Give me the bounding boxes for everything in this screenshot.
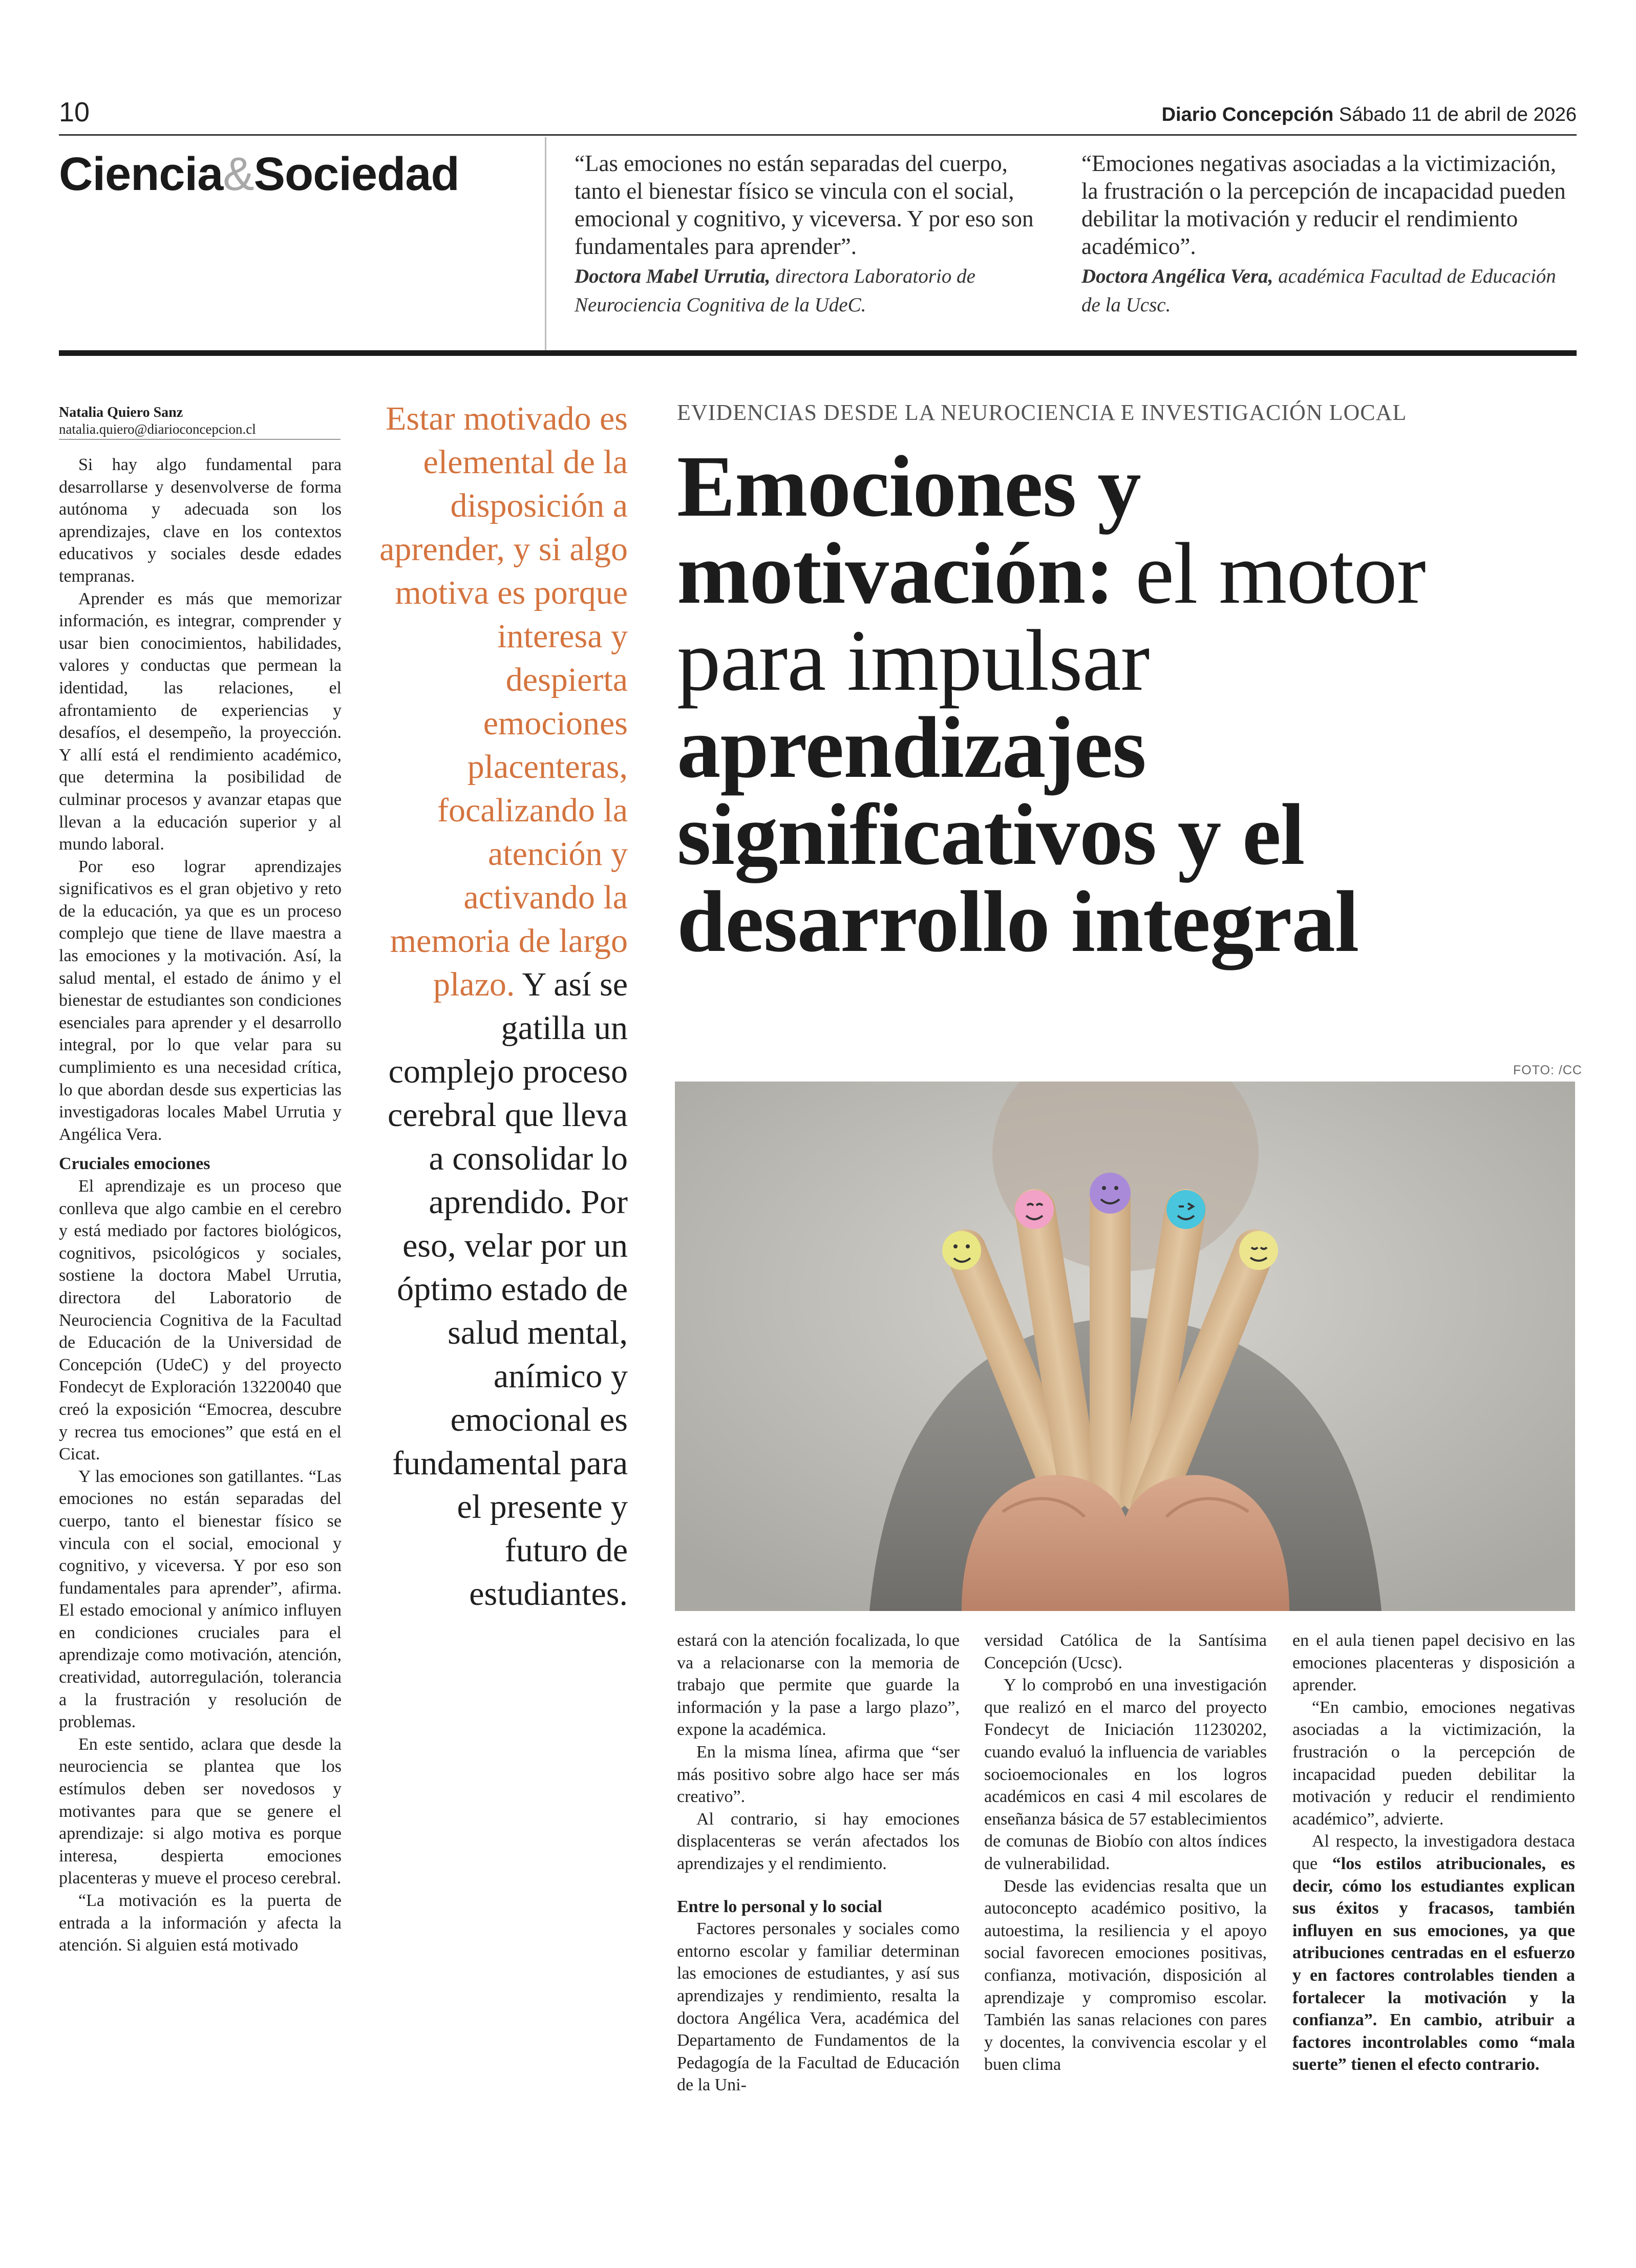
section-title [59, 147, 459, 201]
quote-author-name: Doctora Mabel Urrutia, [575, 265, 771, 287]
body-column-2 [677, 1629, 960, 2096]
paragraph: En este sentido, aclara que desde la neurociencia se plantea que los estímulos deben ser novedosos y motivantes para que se genere el aprendizaje: si algo motiva es porque interesa, despierta emociones placenteras y mueve el proceso cerebral. [59, 1734, 342, 1888]
article-kicker: EVIDENCIAS DESDE LA NEUROCIENCIA E INVESTIGACIÓN LOCAL [677, 400, 1407, 425]
photo-credit: FOTO: /CC [1513, 1063, 1582, 1077]
paragraph: Factores personales y sociales como entorno escolar y familiar determinan las emociones de estudiantes, y así sus aprendizajes y rendimiento, resalta la doctora Angélica Vera, académica del Departamento de Fundamentos de la Pedagogía de la Facultad de Educación de la Uni- [677, 1919, 960, 2095]
byline-rule [59, 439, 341, 440]
pull-quote-highlight: Estar motivado es elemental de la disposición a aprender, y si algo motiva es porque interesa y despierta emociones placenteras, focalizando la atención y activando la memoria de largo plazo. [379, 400, 628, 1003]
paragraph: “La motivación es la puerta de entrada a la información y afecta la atención. Si alguien está motivado [59, 1891, 342, 1955]
header-divider [545, 137, 546, 351]
article-headline [677, 438, 1583, 970]
headline-regular: el motor para impulsar [677, 525, 1426, 709]
body-column-1 [59, 454, 342, 1957]
paragraph-lead: Al respecto, la investigadora destaca que [1292, 1832, 1575, 1873]
subhead-cruciales-emociones: Cruciales emociones [59, 1154, 210, 1174]
paragraph: Y lo comprobó en una investigación que realizó en el marco del proyecto Fondecyt de Iniciación 11230202, cuando evaluó la influencia de variables socioemocionales en los logros académicos en casi 4 mil escolares de enseñanza básica de 57 establecimientos de comunas de Biobío con altos índices de vulnerabilidad. [984, 1676, 1267, 1873]
article-photo [675, 1082, 1575, 1611]
quote-author-role: académica Facultad de Educación de la Ucsc. [1081, 265, 1556, 316]
pull-quote-rest: Y así se gatilla un complejo proceso cerebral que lleva a consolidar lo aprendido. Por eso, velar por un óptimo estado de salud mental, anímico y emocional es fundamental para el presente y futuro de estudiantes. [387, 966, 628, 1613]
section-title-right: Sociedad [253, 148, 459, 200]
paragraph-bold-quote: “los estilos atribucionales, es decir, cómo los estudiantes explican sus éxitos y fracasos, también influyen en sus emociones, ya que atribuciones centradas en el esfuerzo y en factores controlables tienden a fortalecer la motivación y la confianza”. En cambio, atribuir a factores incontrolables como “mala suerte” tienen el efecto contrario. [1292, 1854, 1575, 2074]
publication-name: Diario Concepción [1161, 104, 1334, 125]
body-column-4 [1292, 1629, 1575, 2076]
header-top-rule [59, 134, 1577, 136]
paragraph: Desde las evidencias resalta que un autoconcepto académico positivo, la autoestima, la resiliencia y el apoyo social favorecen emociones positivas, confianza, motivación, disposición al aprendizaje y compromiso escolar. También las sanas relaciones con pares y docentes, la convivencia escolar y el buen clima [984, 1876, 1267, 2074]
quote-attribution [1081, 262, 1573, 320]
page-number: 10 [59, 97, 90, 128]
paragraph: Y las emociones son gatillantes. “Las emociones no están separadas del cuerpo, tanto el bienestar físico se vincula con el social, emocional y cognitivo, y viceversa. Y por eso son fundamentales para aprender”, afirma. El estado emocional y anímico influyen en condiciones cruciales para el aprendizaje como motivación, atención, creatividad, autorregulación, tolerancia a la frustración y resolución de problemas. [59, 1467, 342, 1732]
paragraph: estará con la atención focalizada, lo que va a relacionarse con la memoria de trabajo que permite que guarde la información y la pase a largo plazo”, expone la académica. [677, 1631, 960, 1740]
quote-text: “Las emociones no están separadas del cuerpo, tanto el bienestar físico se vincula con el social, emocional y cognitivo, y viceversa. Y por eso son fundamentales para aprender”. [575, 151, 1034, 259]
byline-email: natalia.quiero@diarioconcepcion.cl [59, 421, 256, 437]
quote-attribution [575, 262, 1046, 320]
pull-quote [373, 397, 628, 1616]
section-title-amp: & [223, 148, 254, 200]
paragraph: “En cambio, emociones negativas asociadas a la victimización, la frustración o la percepción de incapacidad pueden debilitar la motivación y reducir el rendimiento académico”, advierte. [1292, 1698, 1575, 1829]
paragraph [1292, 1830, 1575, 2076]
byline-name: Natalia Quiero Sanz [59, 405, 183, 420]
headline-bold-lead: Emociones y motivación: [677, 438, 1141, 622]
headline-bold-tail: aprendizajes significativos y el desarrollo integral [677, 699, 1359, 970]
header-quote-urrutia [575, 150, 1046, 320]
paragraph: Aprender es más que memorizar información, es integrar, comprender y usar bien conocimientos, habilidades, valores y conductas que permean la identidad, las relaciones, el afrontamiento de experiencias y desafíos, el desempeño, la proyección. Y allí está el rendimiento académico, que determina la posibilidad de culminar procesos y avanzar etapas que llevan a la educación superior y al mundo laboral. [59, 589, 342, 854]
paragraph: Si hay algo fundamental para desarrollarse y desenvolverse de forma autónoma y adecuada son los aprendizajes, clave en los contextos educativos y sociales desde edades tempranas. [59, 455, 342, 586]
paragraph: en el aula tienen papel decisivo en las emociones placenteras y disposición a aprender. [1292, 1631, 1575, 1695]
quote-text: “Emociones negativas asociadas a la victimización, la frustración o la percepción de incapacidad pueden debilitar la motivación y reducir el rendimiento académico”. [1081, 151, 1566, 259]
quote-author-role: directora Laboratorio de Neurociencia Cognitiva de la UdeC. [575, 265, 975, 316]
subhead-entre-lo-personal: Entre lo personal y lo social [677, 1897, 882, 1916]
publication-date: Sábado 11 de abril de 2026 [1338, 104, 1577, 125]
body-column-3 [984, 1629, 1267, 2076]
photo-illustration [675, 1082, 1575, 1611]
quote-author-name: Doctora Angélica Vera, [1081, 265, 1273, 287]
header-quote-vera [1081, 150, 1573, 320]
paragraph: En la misma línea, afirma que “ser más positivo sobre algo hace ser más creativo”. [677, 1742, 960, 1807]
paragraph: versidad Católica de la Santísima Concepción (Ucsc). [984, 1631, 1267, 1672]
paragraph: Por eso lograr aprendizajes significativos es el gran objetivo y reto de la educación, ya que es un proceso complejo que tiene de llave maestra a las emociones y la motivación. Así, la salud mental, el estado de ánimo y el bienestar de estudiantes son condiciones esenciales para aprender y el desarrollo integral, por lo que velar para su cumplimiento es una necesidad crítica, lo que abordan desde sus experticias las investigadoras locales Mabel Urrutia y Angélica Vera. [59, 857, 342, 1144]
masthead [1162, 104, 1577, 126]
paragraph: Al contrario, si hay emociones displacenteras se verán afectados los aprendizajes y el rendimiento. [677, 1809, 960, 1873]
section-title-left: Ciencia [59, 148, 223, 200]
paragraph: El aprendizaje es un proceso que conlleva que algo cambie en el cerebro y está mediado por factores biológicos, cognitivos, psicológicos y sociales, sostiene la doctora Mabel Urrutia, directora del Laboratorio de Neurociencia Cognitiva de la Facultad de Educación de la Universidad de Concepción (UdeC) y del proyecto Fondecyt de Exploración 13220040 que creó la exposición “Emocrea, descubre y recrea tus emociones” que está en el Cicat. [59, 1177, 342, 1464]
header-bottom-rule [59, 350, 1577, 356]
